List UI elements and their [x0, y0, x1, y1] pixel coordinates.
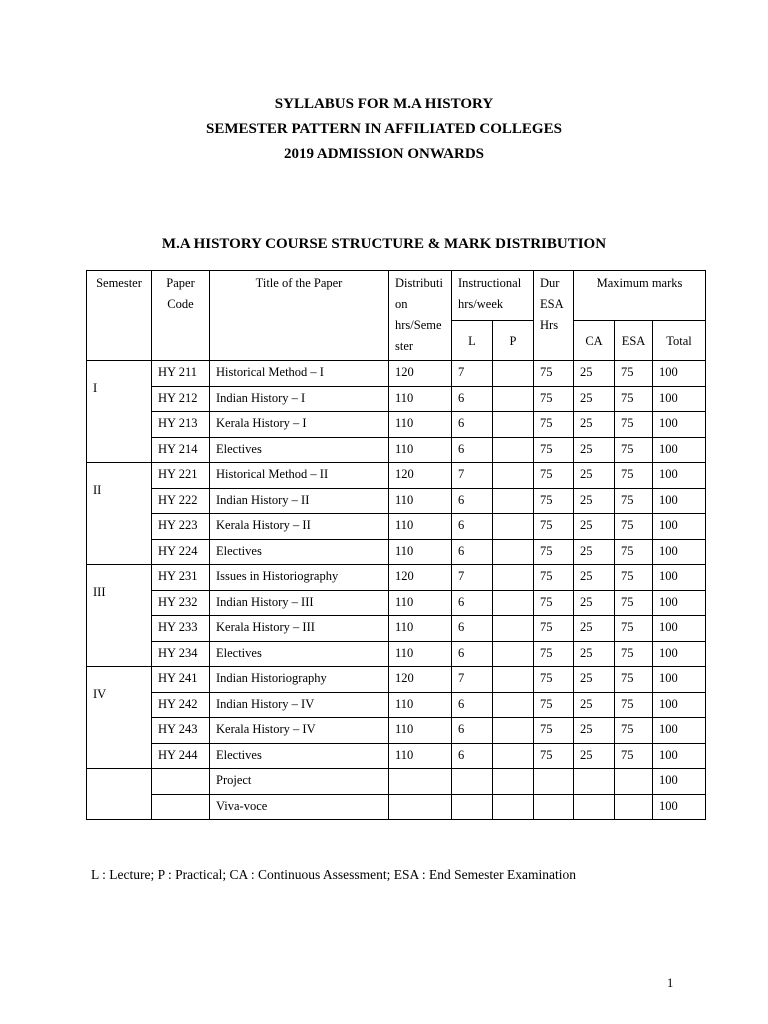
distribution-cell: 110: [389, 616, 452, 642]
paper-title-cell: Kerala History – III: [210, 616, 389, 642]
ca-marks-cell: 25: [574, 386, 615, 412]
lecture-hours-cell: 6: [452, 641, 493, 667]
duration-cell: 75: [534, 463, 574, 489]
distribution-cell: 110: [389, 437, 452, 463]
semester-cell: I: [87, 361, 152, 463]
esa-marks-cell: 75: [615, 437, 653, 463]
lecture-hours-cell: 6: [452, 514, 493, 540]
duration-cell: 75: [534, 488, 574, 514]
duration-cell: 75: [534, 641, 574, 667]
header-lecture: L: [452, 321, 493, 361]
table-body: [87, 361, 706, 820]
footnote: L : Lecture; P : Practical; CA : Continuous Assessment; ESA : End Semester Examination: [91, 867, 576, 882]
practical-hours-cell: [493, 539, 534, 565]
total-marks-cell: 100: [653, 488, 706, 514]
ca-marks-cell: 25: [574, 616, 615, 642]
distribution-cell: 110: [389, 488, 452, 514]
table-row: [87, 514, 706, 540]
lecture-hours-cell: 6: [452, 437, 493, 463]
esa-marks-cell: 75: [615, 565, 653, 591]
esa-marks-cell: 75: [615, 641, 653, 667]
paper-code-cell: HY 234: [152, 641, 210, 667]
table-row: [87, 463, 706, 489]
total-marks-cell: 100: [653, 718, 706, 744]
esa-marks-cell: 75: [615, 743, 653, 769]
ca-marks-cell: 25: [574, 590, 615, 616]
practical-hours-cell: [493, 616, 534, 642]
distribution-cell: 120: [389, 361, 452, 387]
lecture-hours-cell: 6: [452, 590, 493, 616]
ca-marks-cell: 25: [574, 463, 615, 489]
distribution-cell: 110: [389, 412, 452, 438]
distribution-cell: 110: [389, 514, 452, 540]
table-row: [87, 361, 706, 387]
esa-marks-cell: 75: [615, 718, 653, 744]
header-esa: ESA: [615, 321, 653, 361]
paper-code-cell: [152, 794, 210, 820]
table-row: [87, 590, 706, 616]
esa-marks-cell: [615, 769, 653, 795]
header-distribution: Distributi on hrs/Seme ster: [389, 271, 452, 361]
distribution-cell: 110: [389, 386, 452, 412]
lecture-hours-cell: 6: [452, 743, 493, 769]
total-marks-cell: 100: [653, 794, 706, 820]
table-header: [87, 271, 706, 361]
paper-title-cell: Electives: [210, 641, 389, 667]
lecture-hours-cell: 7: [452, 565, 493, 591]
duration-cell: 75: [534, 616, 574, 642]
practical-hours-cell: [493, 794, 534, 820]
paper-code-cell: [152, 769, 210, 795]
esa-marks-cell: 75: [615, 692, 653, 718]
paper-title-cell: Kerala History – IV: [210, 718, 389, 744]
paper-code-cell: HY 223: [152, 514, 210, 540]
lecture-hours-cell: 6: [452, 412, 493, 438]
total-marks-cell: 100: [653, 743, 706, 769]
header-duration: Dur ESA Hrs: [534, 271, 574, 361]
distribution-cell: 110: [389, 692, 452, 718]
practical-hours-cell: [493, 667, 534, 693]
duration-cell: 75: [534, 412, 574, 438]
total-marks-cell: 100: [653, 667, 706, 693]
semester-cell-empty: [87, 769, 152, 820]
duration-cell: 75: [534, 718, 574, 744]
lecture-hours-cell: [452, 794, 493, 820]
practical-hours-cell: [493, 590, 534, 616]
table-row: [87, 667, 706, 693]
total-marks-cell: 100: [653, 361, 706, 387]
document-title-line: SYLLABUS FOR M.A HISTORY: [274, 96, 494, 112]
paper-code-cell: HY 211: [152, 361, 210, 387]
esa-marks-cell: 75: [615, 463, 653, 489]
paper-code-cell: HY 224: [152, 539, 210, 565]
table-row: [87, 412, 706, 438]
semester-cell: II: [87, 463, 152, 565]
practical-hours-cell: [493, 692, 534, 718]
table-row: [87, 692, 706, 718]
header-title: Title of the Paper: [210, 271, 389, 361]
distribution-cell: 120: [389, 565, 452, 591]
duration-cell: 75: [534, 692, 574, 718]
table-row: [87, 769, 706, 795]
total-marks-cell: 100: [653, 641, 706, 667]
header-total: Total: [653, 321, 706, 361]
esa-marks-cell: 75: [615, 667, 653, 693]
ca-marks-cell: 25: [574, 667, 615, 693]
total-marks-cell: 100: [653, 463, 706, 489]
practical-hours-cell: [493, 718, 534, 744]
duration-cell: 75: [534, 667, 574, 693]
paper-title-cell: Kerala History – I: [210, 412, 389, 438]
table-row: [87, 565, 706, 591]
practical-hours-cell: [493, 437, 534, 463]
table-row: [87, 386, 706, 412]
paper-title-cell: Indian Historiography: [210, 667, 389, 693]
paper-code-cell: HY 243: [152, 718, 210, 744]
lecture-hours-cell: 7: [452, 463, 493, 489]
paper-title-cell: Historical Method – II: [210, 463, 389, 489]
ca-marks-cell: 25: [574, 565, 615, 591]
paper-code-cell: HY 221: [152, 463, 210, 489]
duration-cell: 75: [534, 590, 574, 616]
paper-code-cell: HY 212: [152, 386, 210, 412]
duration-cell: 75: [534, 361, 574, 387]
ca-marks-cell: 25: [574, 718, 615, 744]
lecture-hours-cell: 7: [452, 361, 493, 387]
paper-code-cell: HY 213: [152, 412, 210, 438]
table-row: [87, 718, 706, 744]
page-number: 1: [667, 976, 674, 990]
table-row: [87, 794, 706, 820]
total-marks-cell: 100: [653, 769, 706, 795]
distribution-cell: 110: [389, 539, 452, 565]
lecture-hours-cell: 6: [452, 616, 493, 642]
paper-code-cell: HY 242: [152, 692, 210, 718]
document-title-line: SEMESTER PATTERN IN AFFILIATED COLLEGES: [206, 121, 562, 137]
practical-hours-cell: [493, 386, 534, 412]
esa-marks-cell: 75: [615, 386, 653, 412]
table-row: [87, 616, 706, 642]
total-marks-cell: 100: [653, 386, 706, 412]
esa-marks-cell: 75: [615, 514, 653, 540]
duration-cell: 75: [534, 565, 574, 591]
ca-marks-cell: 25: [574, 437, 615, 463]
paper-title-cell: Electives: [210, 437, 389, 463]
total-marks-cell: 100: [653, 539, 706, 565]
paper-code-cell: HY 231: [152, 565, 210, 591]
esa-marks-cell: 75: [615, 361, 653, 387]
structure-title: M.A HISTORY COURSE STRUCTURE & MARK DISTRIBUTION: [161, 236, 607, 252]
ca-marks-cell: 25: [574, 641, 615, 667]
paper-code-cell: HY 233: [152, 616, 210, 642]
esa-marks-cell: 75: [615, 539, 653, 565]
ca-marks-cell: [574, 769, 615, 795]
total-marks-cell: 100: [653, 590, 706, 616]
ca-marks-cell: 25: [574, 692, 615, 718]
distribution-cell: 120: [389, 463, 452, 489]
lecture-hours-cell: 7: [452, 667, 493, 693]
distribution-cell: 110: [389, 718, 452, 744]
paper-code-cell: HY 244: [152, 743, 210, 769]
paper-title-cell: Indian History – IV: [210, 692, 389, 718]
course-structure-table: [86, 270, 706, 820]
paper-title-cell: Electives: [210, 743, 389, 769]
duration-cell: 75: [534, 514, 574, 540]
header-paper-code: Paper Code: [152, 271, 210, 361]
duration-cell: 75: [534, 539, 574, 565]
header-ca: CA: [574, 321, 615, 361]
header-maximum-marks: Maximum marks: [574, 271, 706, 321]
paper-title-cell: Project: [210, 769, 389, 795]
table-row: [87, 641, 706, 667]
practical-hours-cell: [493, 463, 534, 489]
duration-cell: [534, 794, 574, 820]
header-practical: P: [493, 321, 534, 361]
distribution-cell: [389, 769, 452, 795]
esa-marks-cell: [615, 794, 653, 820]
esa-marks-cell: 75: [615, 590, 653, 616]
paper-title-cell: Kerala History – II: [210, 514, 389, 540]
paper-code-cell: HY 214: [152, 437, 210, 463]
paper-title-cell: Viva-voce: [210, 794, 389, 820]
practical-hours-cell: [493, 361, 534, 387]
header-semester: Semester: [87, 271, 152, 361]
semester-cell: IV: [87, 667, 152, 769]
ca-marks-cell: 25: [574, 743, 615, 769]
practical-hours-cell: [493, 412, 534, 438]
duration-cell: 75: [534, 743, 574, 769]
document-title-block: [0, 92, 768, 167]
practical-hours-cell: [493, 641, 534, 667]
esa-marks-cell: 75: [615, 488, 653, 514]
distribution-cell: [389, 794, 452, 820]
paper-title-cell: Electives: [210, 539, 389, 565]
esa-marks-cell: 75: [615, 616, 653, 642]
paper-code-cell: HY 222: [152, 488, 210, 514]
distribution-cell: 110: [389, 641, 452, 667]
paper-title-cell: Historical Method – I: [210, 361, 389, 387]
table-row: [87, 488, 706, 514]
ca-marks-cell: 25: [574, 539, 615, 565]
lecture-hours-cell: 6: [452, 488, 493, 514]
ca-marks-cell: 25: [574, 514, 615, 540]
paper-code-cell: HY 232: [152, 590, 210, 616]
table-row: [87, 743, 706, 769]
document-title-line: 2019 ADMISSION ONWARDS: [283, 146, 485, 162]
practical-hours-cell: [493, 565, 534, 591]
practical-hours-cell: [493, 769, 534, 795]
header-instructional: Instructional hrs/week: [452, 271, 534, 321]
practical-hours-cell: [493, 488, 534, 514]
duration-cell: [534, 769, 574, 795]
paper-title-cell: Indian History – II: [210, 488, 389, 514]
duration-cell: 75: [534, 437, 574, 463]
ca-marks-cell: 25: [574, 488, 615, 514]
total-marks-cell: 100: [653, 514, 706, 540]
practical-hours-cell: [493, 743, 534, 769]
lecture-hours-cell: 6: [452, 718, 493, 744]
ca-marks-cell: 25: [574, 361, 615, 387]
total-marks-cell: 100: [653, 565, 706, 591]
table-row: [87, 539, 706, 565]
total-marks-cell: 100: [653, 616, 706, 642]
ca-marks-cell: 25: [574, 412, 615, 438]
distribution-cell: 120: [389, 667, 452, 693]
total-marks-cell: 100: [653, 692, 706, 718]
lecture-hours-cell: [452, 769, 493, 795]
lecture-hours-cell: 6: [452, 692, 493, 718]
practical-hours-cell: [493, 514, 534, 540]
distribution-cell: 110: [389, 743, 452, 769]
esa-marks-cell: 75: [615, 412, 653, 438]
duration-cell: 75: [534, 386, 574, 412]
total-marks-cell: 100: [653, 437, 706, 463]
lecture-hours-cell: 6: [452, 386, 493, 412]
paper-title-cell: Issues in Historiography: [210, 565, 389, 591]
lecture-hours-cell: 6: [452, 539, 493, 565]
semester-cell: III: [87, 565, 152, 667]
paper-code-cell: HY 241: [152, 667, 210, 693]
distribution-cell: 110: [389, 590, 452, 616]
ca-marks-cell: [574, 794, 615, 820]
total-marks-cell: 100: [653, 412, 706, 438]
paper-title-cell: Indian History – I: [210, 386, 389, 412]
table-row: [87, 437, 706, 463]
paper-title-cell: Indian History – III: [210, 590, 389, 616]
